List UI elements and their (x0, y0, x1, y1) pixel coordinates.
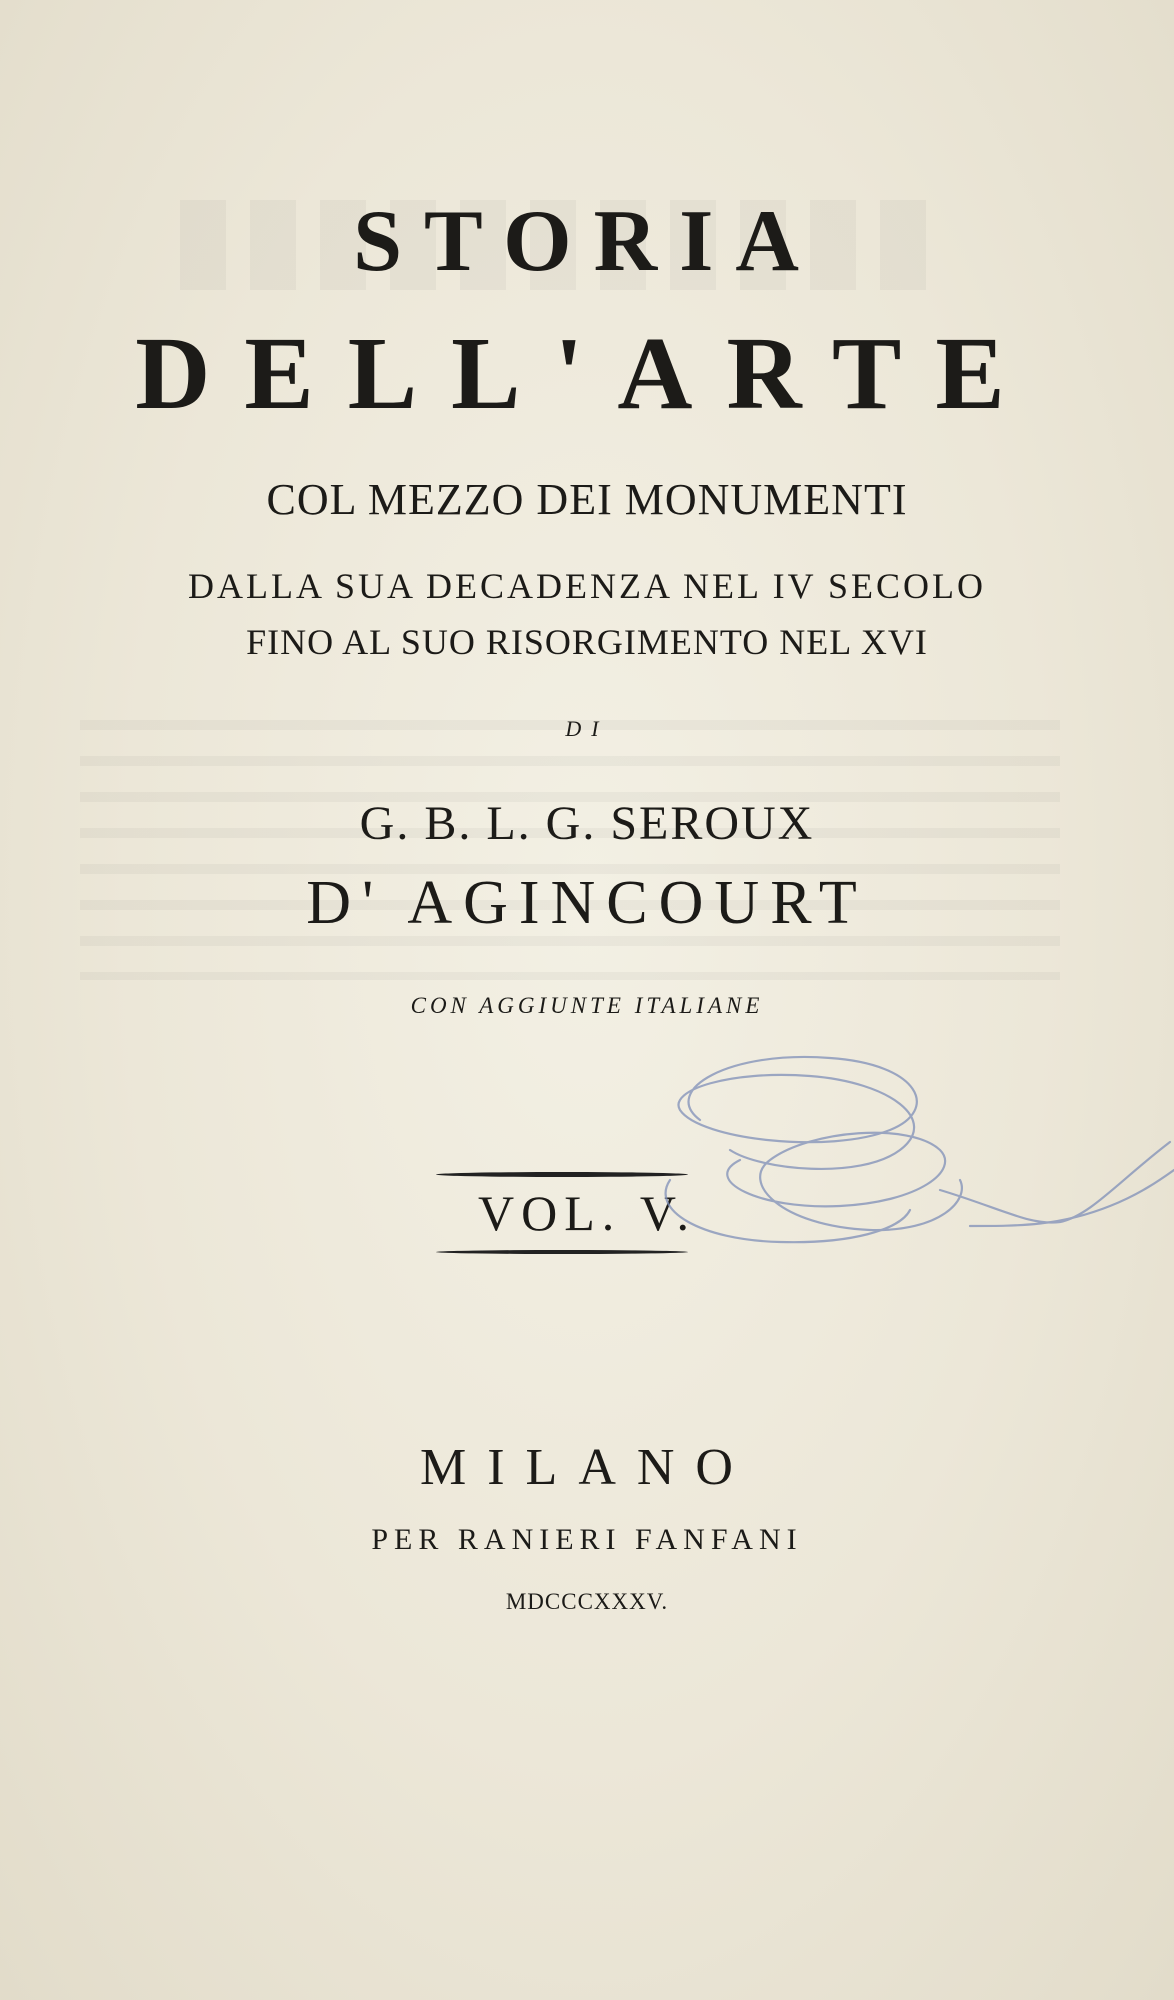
publisher: PER RANIERI FANFANI (371, 1523, 803, 1556)
by-line: DI (565, 716, 609, 741)
author-surname: D' AGINCOURT (306, 869, 868, 937)
place-of-publication: MILANO (420, 1439, 754, 1496)
title-line-1: STORIA (353, 193, 821, 290)
author-initials: G. B. L. G. SEROUX (359, 797, 815, 850)
volume-label: VOL. V. (477, 1185, 697, 1241)
title-line-2: DELL'ARTE (135, 316, 1039, 431)
volume-rule-bottom (436, 1250, 688, 1254)
period-line-1: DALLA SUA DECADENZA NEL IV SECOLO (188, 566, 986, 606)
scribble-loop-1 (679, 1057, 917, 1169)
volume-rule-top (436, 1172, 688, 1177)
period-line-2: FINO AL SUO RISORGIMENTO NEL XVI (246, 622, 928, 662)
subtitle: COL MEZZO DEI MONUMENTI (266, 475, 908, 524)
additions-note: CON AGGIUNTE ITALIANE (410, 993, 764, 1018)
publication-year: MDCCCXXXV. (505, 1589, 669, 1614)
